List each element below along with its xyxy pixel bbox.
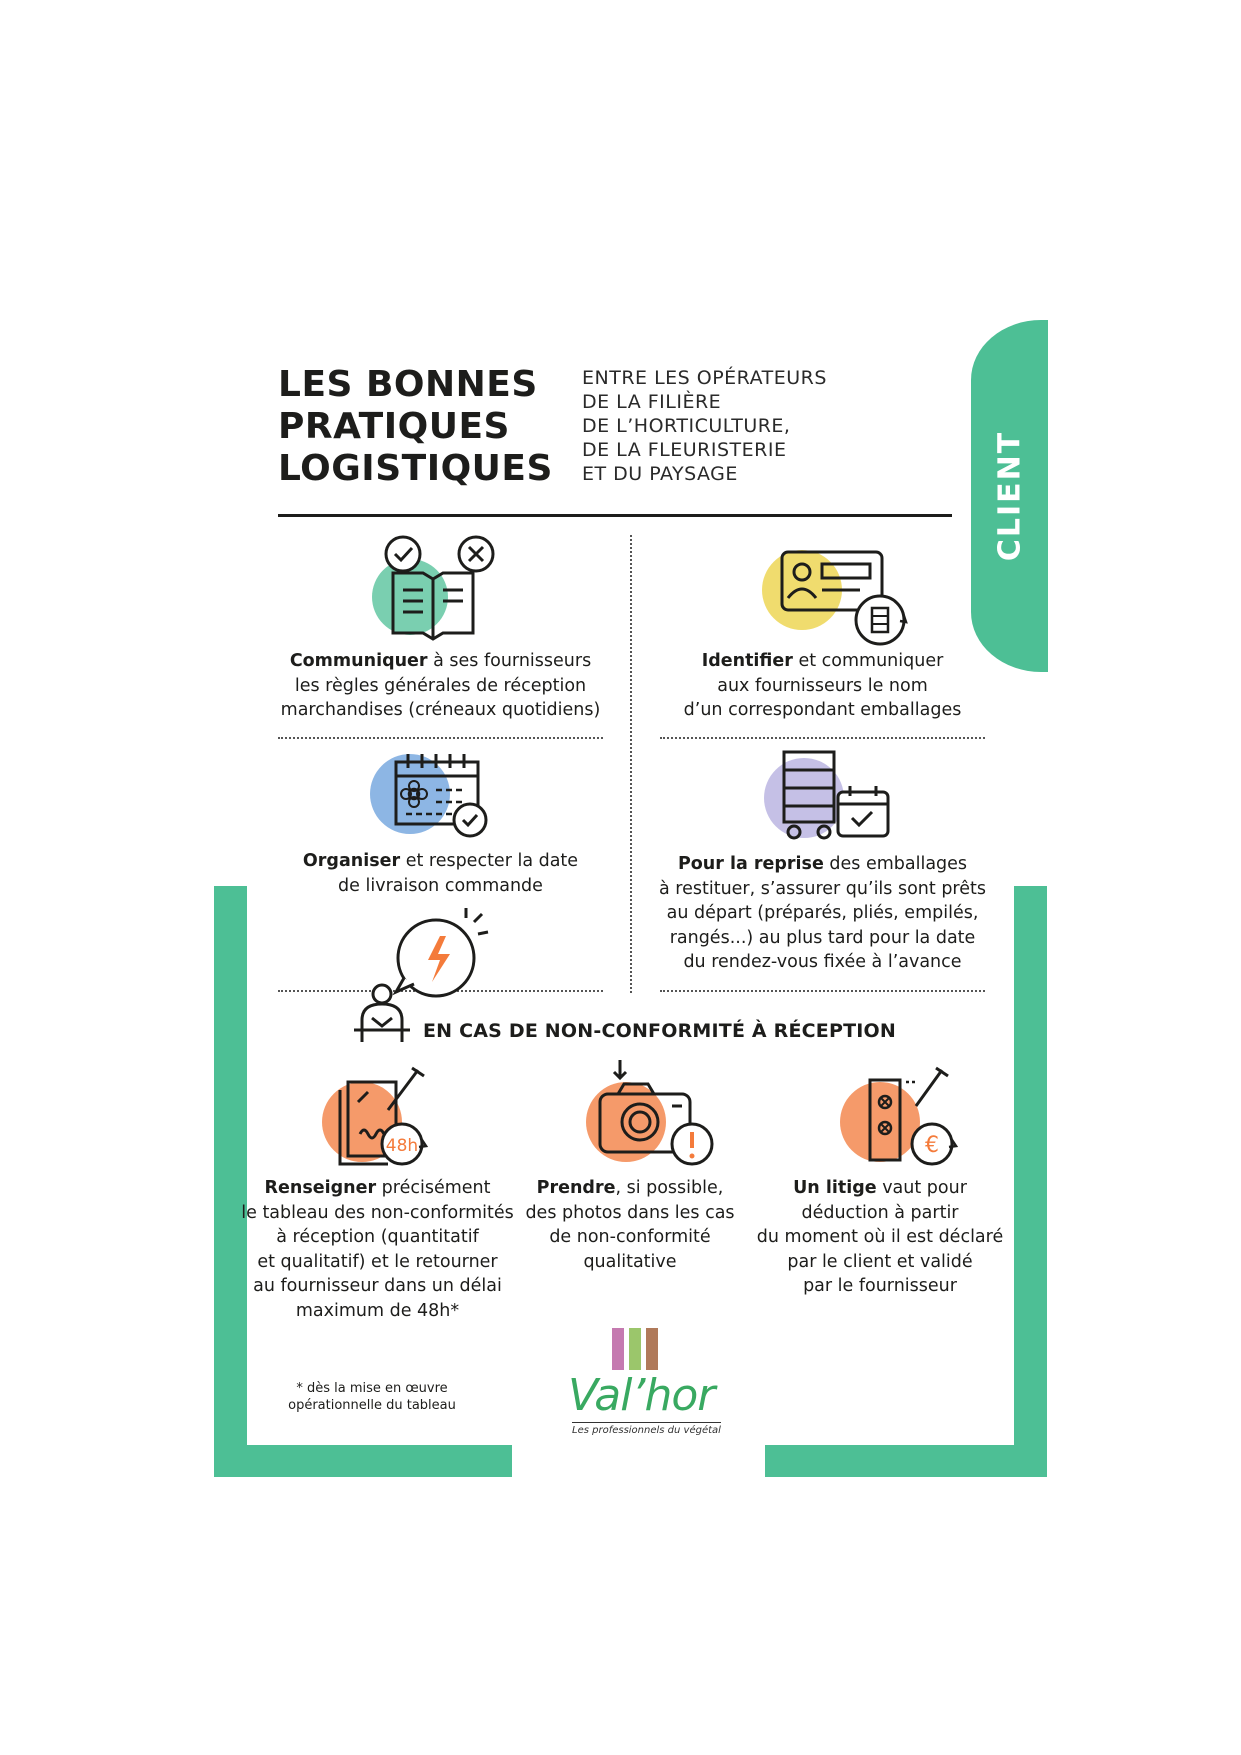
item-renseigner: Renseigner précisément le tableau des non-conformités à réception (quantitatif et qualitatif) et le retourner au fournisseur dans un délai maximum de 48h*	[241, 1178, 514, 1321]
subtitle-line-5: ET DU PAYSAGE	[582, 463, 738, 485]
item-identifier: Identifier et communiquer aux fournisseurs le nom d’un correspondant emballages	[683, 651, 962, 720]
title-line-3: LOGISTIQUES	[278, 448, 553, 489]
title-line-2: PRATIQUES	[278, 406, 510, 447]
item-reprise: Pour la reprise des emballages à restituer, s’assurer qu’ils sont prêts au départ (préparés, pliés, empilés, rangés...) au plus tard pour la date du rendez-vous fixée à l’avance	[659, 854, 986, 972]
client-label: CLIENT	[992, 430, 1028, 562]
item-organiser: Organiser et respecter la date de livraison commande	[302, 851, 579, 896]
subtitle-line-4: DE LA FLEURISTERIE	[582, 439, 787, 461]
subtitle-line-1: ENTRE LES OPÉRATEURS	[582, 367, 827, 389]
camera-alert-icon	[580, 1060, 720, 1180]
divider-right-1	[660, 737, 985, 739]
book-check-cross-icon	[368, 535, 498, 645]
id-card-packaging-icon	[760, 548, 910, 648]
title-divider	[278, 514, 952, 517]
divider-left-1	[278, 737, 603, 739]
dispute-euro-icon	[836, 1068, 966, 1178]
subtitle-line-3: DE L’HORTICULTURE,	[582, 415, 791, 437]
item-litige: Un litige vaut pour déduction à partir du moment où il est déclaré par le client et validé par le fournisseur	[756, 1178, 1004, 1296]
euro-label: €	[925, 1133, 939, 1158]
divider-right-2	[660, 990, 985, 992]
item-communiquer: Communiquer à ses fournisseurs les règles générales de réception marchandises (créneaux quotidiens)	[280, 651, 601, 720]
calendar-flower-icon	[366, 750, 496, 850]
title-line-1: LES BONNES	[278, 364, 538, 405]
item-prendre: Prendre, si possible, des photos dans les cas de non-conformité qualitative	[525, 1178, 735, 1272]
footnote: * dès la mise en œuvre opérationnelle du tableau	[288, 1381, 456, 1413]
valhor-logo-bars-icon	[612, 1328, 658, 1370]
valhor-logo: Val’hor	[568, 1370, 715, 1421]
frame-gap	[512, 1440, 765, 1480]
valhor-tagline: Les professionnels du végétal	[572, 1422, 721, 1436]
48h-label: 48h	[385, 1136, 419, 1156]
trolley-calendar-icon	[758, 748, 898, 848]
document-48h-icon	[318, 1068, 448, 1178]
subtitle-line-2: DE LA FILIÈRE	[582, 391, 722, 413]
vertical-divider	[630, 535, 632, 993]
section-heading: EN CAS DE NON-CONFORMITÉ À RÉCEPTION	[423, 1020, 896, 1042]
